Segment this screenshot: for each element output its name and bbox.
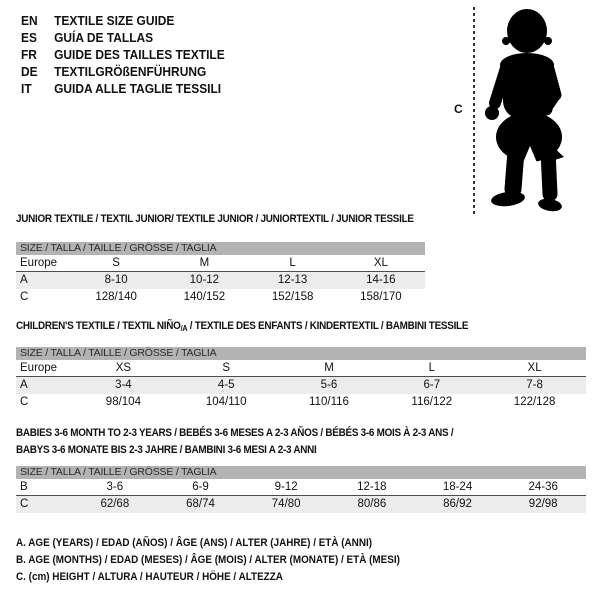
footnote-c: C. (cm) HEIGHT / ALTURA / HAUTEUR / HÖHE / ALTEZZA bbox=[16, 571, 283, 583]
footnote-a: A. AGE (YEARS) / EDAD (AÑOS) / ÂGE (ANS) / ALTER (JAHRE) / ETÀ (ANNI) bbox=[16, 537, 373, 549]
size-cell: 122/128 bbox=[513, 396, 556, 408]
size-header-bar: SIZE / TALLA / TAILLE / GRÖSSE / TAGLIA bbox=[16, 347, 586, 360]
size-cell: 6-9 bbox=[192, 481, 209, 493]
size-cell: 74/80 bbox=[271, 498, 301, 510]
lang-row-es bbox=[21, 29, 225, 46]
table-row bbox=[16, 496, 586, 513]
lang-code: DE bbox=[21, 64, 38, 79]
row-label: Europe bbox=[20, 257, 58, 269]
size-cell: 14-16 bbox=[366, 274, 396, 286]
lang-code: EN bbox=[21, 13, 38, 28]
size-cell: 12-13 bbox=[277, 274, 308, 286]
lang-title: GUIDE DES TAILLES TEXTILE bbox=[54, 47, 225, 62]
lang-row-de bbox=[21, 63, 225, 80]
lang-title: TEXTILGRÖßENFÜHRUNG bbox=[54, 64, 207, 79]
lang-title: GUIDA ALLE TAGLIE TESSILI bbox=[54, 81, 222, 96]
lang-row-en bbox=[21, 12, 225, 29]
size-cell: 8-10 bbox=[104, 274, 128, 286]
footnotes bbox=[16, 535, 443, 586]
size-cell: 62/68 bbox=[100, 498, 130, 510]
junior-table bbox=[16, 211, 425, 306]
size-cell: 3-4 bbox=[115, 379, 132, 391]
size-cell: L bbox=[428, 362, 435, 374]
row-label: C bbox=[20, 498, 29, 510]
row-label: C bbox=[20, 291, 29, 303]
size-cell: S bbox=[112, 257, 120, 269]
children-table bbox=[16, 318, 586, 411]
lang-title: GUÍA DE TALLAS bbox=[54, 30, 154, 45]
size-cell: 10-12 bbox=[189, 274, 220, 286]
row-label: Europe bbox=[20, 362, 58, 374]
size-cell: 24-36 bbox=[528, 481, 558, 493]
size-cell: 12-18 bbox=[357, 481, 387, 493]
table-row bbox=[16, 360, 586, 377]
table-title-line2: BABYS 3-6 MONATE BIS 2-3 JAHRE / BAMBINI 3-6 MESI A 2-3 ANNI bbox=[16, 444, 317, 456]
lang-code: IT bbox=[21, 81, 32, 96]
height-measure-line bbox=[473, 7, 475, 214]
row-label: A bbox=[20, 379, 28, 391]
size-cell: M bbox=[324, 362, 334, 374]
table-row bbox=[16, 377, 586, 394]
footnote-b: B. AGE (MONTHS) / EDAD (MESES) / ÂGE (MOIS) / ALTER (MONATE) / ETÀ (MESI) bbox=[16, 554, 400, 566]
size-cell: 158/170 bbox=[360, 291, 402, 303]
row-label: A bbox=[20, 274, 28, 286]
size-cell: XS bbox=[115, 362, 132, 374]
size-cell: 92/98 bbox=[528, 498, 558, 510]
lang-code: FR bbox=[21, 47, 37, 62]
size-cell: 104/110 bbox=[205, 396, 247, 408]
size-cell: 116/122 bbox=[411, 396, 453, 408]
size-cell: 110/116 bbox=[309, 396, 349, 408]
table-row bbox=[16, 479, 586, 496]
language-header bbox=[21, 12, 242, 97]
row-label: C bbox=[20, 396, 29, 408]
table-title: JUNIOR TEXTILE / TEXTIL JUNIOR/ TEXTILE JUNIOR / JUNIORTEXTIL / JUNIOR TESSILE bbox=[16, 213, 414, 225]
size-cell: 7-8 bbox=[526, 379, 543, 391]
table-title-part: CHILDREN'S TEXTILE / TEXTIL NIÑO bbox=[16, 320, 181, 332]
baby-silhouette-icon bbox=[477, 5, 577, 215]
table-row bbox=[16, 394, 586, 411]
size-cell: 140/152 bbox=[183, 291, 226, 303]
size-cell: 3-6 bbox=[106, 481, 124, 493]
size-cell: 128/140 bbox=[95, 291, 137, 303]
table-title bbox=[16, 318, 529, 335]
size-cell: 6-7 bbox=[423, 379, 441, 391]
lang-row-it bbox=[21, 80, 225, 97]
size-cell: 5-6 bbox=[320, 379, 338, 391]
row-label: B bbox=[20, 481, 28, 493]
size-cell: 9-12 bbox=[274, 481, 298, 493]
size-cell: S bbox=[222, 362, 231, 374]
lang-code: ES bbox=[21, 30, 37, 45]
size-cell: 152/158 bbox=[271, 291, 314, 303]
size-cell: XL bbox=[527, 362, 542, 374]
table-title-line1: BABIES 3-6 MONTH TO 2-3 YEARS / BEBÉS 3-6 MESES A 2-3 AÑOS / BÉBÉS 3-6 MOIS À 2-3 ANS / bbox=[16, 427, 454, 439]
size-header-bar: SIZE / TALLA / TAILLE / GRÖSSE / TAGLIA bbox=[16, 466, 586, 479]
size-cell: 4-5 bbox=[217, 379, 235, 391]
size-cell: 80/86 bbox=[357, 498, 387, 510]
table-title-subscript: /A bbox=[180, 324, 188, 333]
size-cell: XL bbox=[373, 257, 388, 269]
size-header-bar: SIZE / TALLA / TAILLE / GRÖSSE / TAGLIA bbox=[16, 242, 425, 255]
size-cell: 18-24 bbox=[442, 481, 473, 493]
size-cell: 98/104 bbox=[105, 396, 141, 408]
table-row bbox=[16, 255, 425, 272]
size-cell: M bbox=[199, 257, 210, 269]
table-title-part: / TEXTILE DES ENFANTS / KINDERTEXTIL / BAMBINI TESSILE bbox=[187, 320, 469, 332]
size-cell: 68/74 bbox=[186, 498, 215, 510]
size-cell: L bbox=[289, 257, 296, 269]
lang-title: TEXTILE SIZE GUIDE bbox=[54, 13, 175, 28]
height-measure-label: C bbox=[454, 102, 463, 116]
lang-row-fr bbox=[21, 46, 225, 63]
babies-table bbox=[16, 425, 586, 513]
table-row bbox=[16, 272, 425, 289]
size-cell: 86/92 bbox=[443, 498, 472, 510]
table-row bbox=[16, 289, 425, 306]
